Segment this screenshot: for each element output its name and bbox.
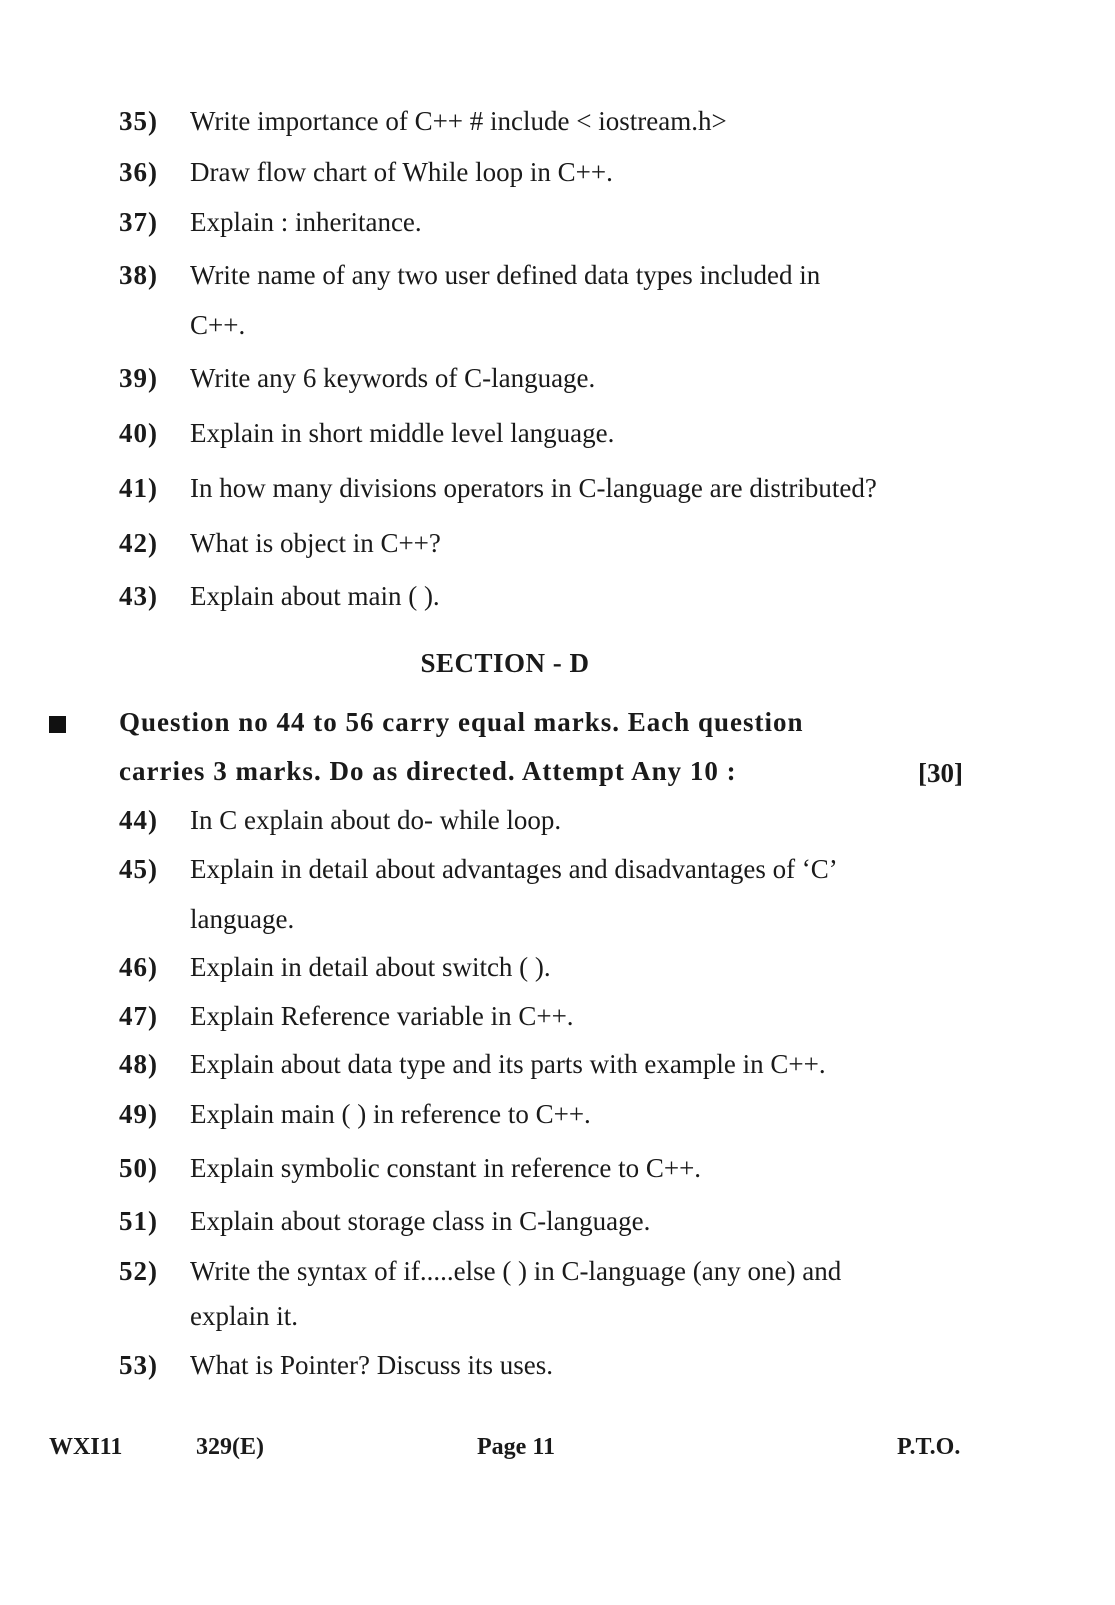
question-text: Explain Reference variable in C++.: [190, 1001, 574, 1031]
question-text: Explain : inheritance.: [190, 207, 422, 237]
question-number: 47): [119, 1001, 158, 1031]
question-text: In how many divisions operators in C-language are distributed?: [190, 473, 877, 503]
question-number: 48): [119, 1049, 158, 1079]
footer-paper-code: 329(E): [196, 1434, 264, 1460]
question-text: Explain about storage class in C-language.: [190, 1206, 651, 1236]
question-number: 45): [119, 854, 158, 884]
question-number: 52): [119, 1256, 158, 1286]
question-number: 40): [119, 418, 158, 448]
question-text-continued: C++.: [190, 310, 246, 340]
question-number: 39): [119, 363, 158, 393]
question-number: 46): [119, 952, 158, 982]
footer-pto: P.T.O.: [897, 1434, 961, 1460]
question-number: 43): [119, 581, 158, 611]
question-text: Explain symbolic constant in reference to C++.: [190, 1153, 702, 1183]
question-number: 50): [119, 1153, 158, 1183]
section-title: SECTION - D: [420, 648, 590, 678]
question-text-continued: language.: [190, 904, 295, 934]
question-text: Write importance of C++ # include < iostream.h>: [190, 106, 727, 136]
question-number: 42): [119, 528, 158, 558]
question-number: 49): [119, 1099, 158, 1129]
section-instruction-line-2: carries 3 marks. Do as directed. Attempt Any 10 :: [119, 756, 737, 786]
question-text: Explain in detail about advantages and disadvantages of ‘C’: [190, 854, 838, 884]
question-text: Write name of any two user defined data types included in: [190, 260, 821, 290]
question-number: 51): [119, 1206, 158, 1236]
footer-code: WXI11: [49, 1434, 123, 1460]
question-number: 41): [119, 473, 158, 503]
square-bullet-icon: [49, 716, 66, 733]
question-text: Draw flow chart of While loop in C++.: [190, 157, 613, 187]
question-number: 36): [119, 157, 158, 187]
section-instruction-line-1: Question no 44 to 56 carry equal marks. Each question: [119, 707, 804, 737]
question-text: Explain about data type and its parts with example in C++.: [190, 1049, 826, 1079]
question-text: Explain in detail about switch ( ).: [190, 952, 551, 982]
question-number: 53): [119, 1350, 158, 1380]
question-number: 35): [119, 106, 158, 136]
footer-page-number: Page 11: [477, 1434, 555, 1460]
question-text: Write the syntax of if.....else ( ) in C-language (any one) and: [190, 1256, 842, 1286]
question-text: Explain about main ( ).: [190, 581, 440, 611]
question-text: Write any 6 keywords of C-language.: [190, 363, 596, 393]
question-text: What is Pointer? Discuss its uses.: [190, 1350, 553, 1380]
question-text: In C explain about do- while loop.: [190, 805, 562, 835]
question-text: Explain in short middle level language.: [190, 418, 615, 448]
question-text: What is object in C++?: [190, 528, 441, 558]
section-marks: [30]: [918, 758, 963, 788]
question-text: Explain main ( ) in reference to C++.: [190, 1099, 591, 1129]
question-number: 44): [119, 805, 158, 835]
question-number: 38): [119, 260, 158, 290]
question-number: 37): [119, 207, 158, 237]
question-text-continued: explain it.: [190, 1301, 298, 1331]
